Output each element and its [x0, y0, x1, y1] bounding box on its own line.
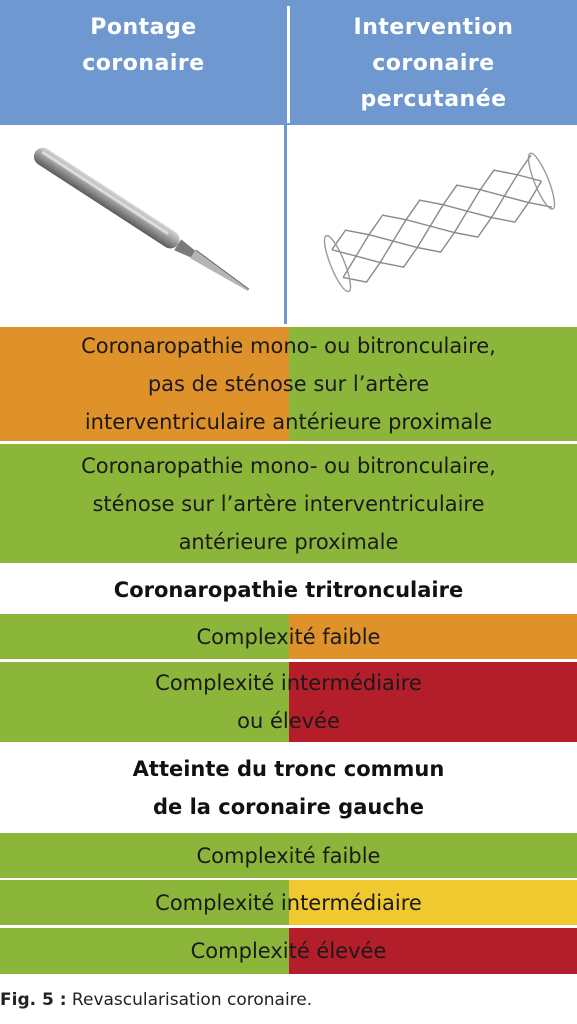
row-label: Atteinte du tronc commun de la coronaire gauche [132, 756, 445, 819]
scalpel-icon [0, 125, 284, 324]
row-label: Coronaropathie mono- ou bitronculaire, sténose sur l’artère interventriculaire antérieure proximale [81, 453, 496, 554]
stent-icon [290, 125, 577, 324]
table-row [0, 566, 577, 614]
caption-text: Revascularisation coronaire. [66, 990, 313, 1010]
row-label: Coronaropathie tritronculaire [113, 578, 464, 602]
stent-cell [290, 125, 577, 324]
table-row [0, 880, 577, 925]
row-label: Complexité faible [196, 624, 381, 649]
figure-caption [0, 990, 312, 1010]
row-label: Complexité élevée [190, 939, 387, 963]
row-label: Complexité intermédiaire [155, 890, 422, 915]
header-col-bypass: Pontage coronaire [82, 15, 205, 76]
row-label: Complexité intermédiaire ou élevée [155, 671, 422, 733]
image-row [0, 125, 577, 324]
figure-number: Fig. 5 : [0, 990, 67, 1010]
table-row [0, 833, 577, 878]
table-row [0, 614, 577, 659]
table-row [0, 745, 577, 830]
table-row [0, 662, 577, 742]
table-header [0, 0, 577, 125]
table-row [0, 928, 577, 974]
row-label: Complexité faible [196, 843, 381, 868]
table-row [0, 444, 577, 563]
row-label: Coronaropathie mono- ou bitronculaire, pas de sténose sur l’artère interventriculaire antérieure proximale [81, 334, 496, 434]
header-col-pci: Intervention coronaire percutanée [353, 15, 514, 112]
table-row [0, 327, 577, 441]
scalpel-cell [0, 125, 287, 324]
